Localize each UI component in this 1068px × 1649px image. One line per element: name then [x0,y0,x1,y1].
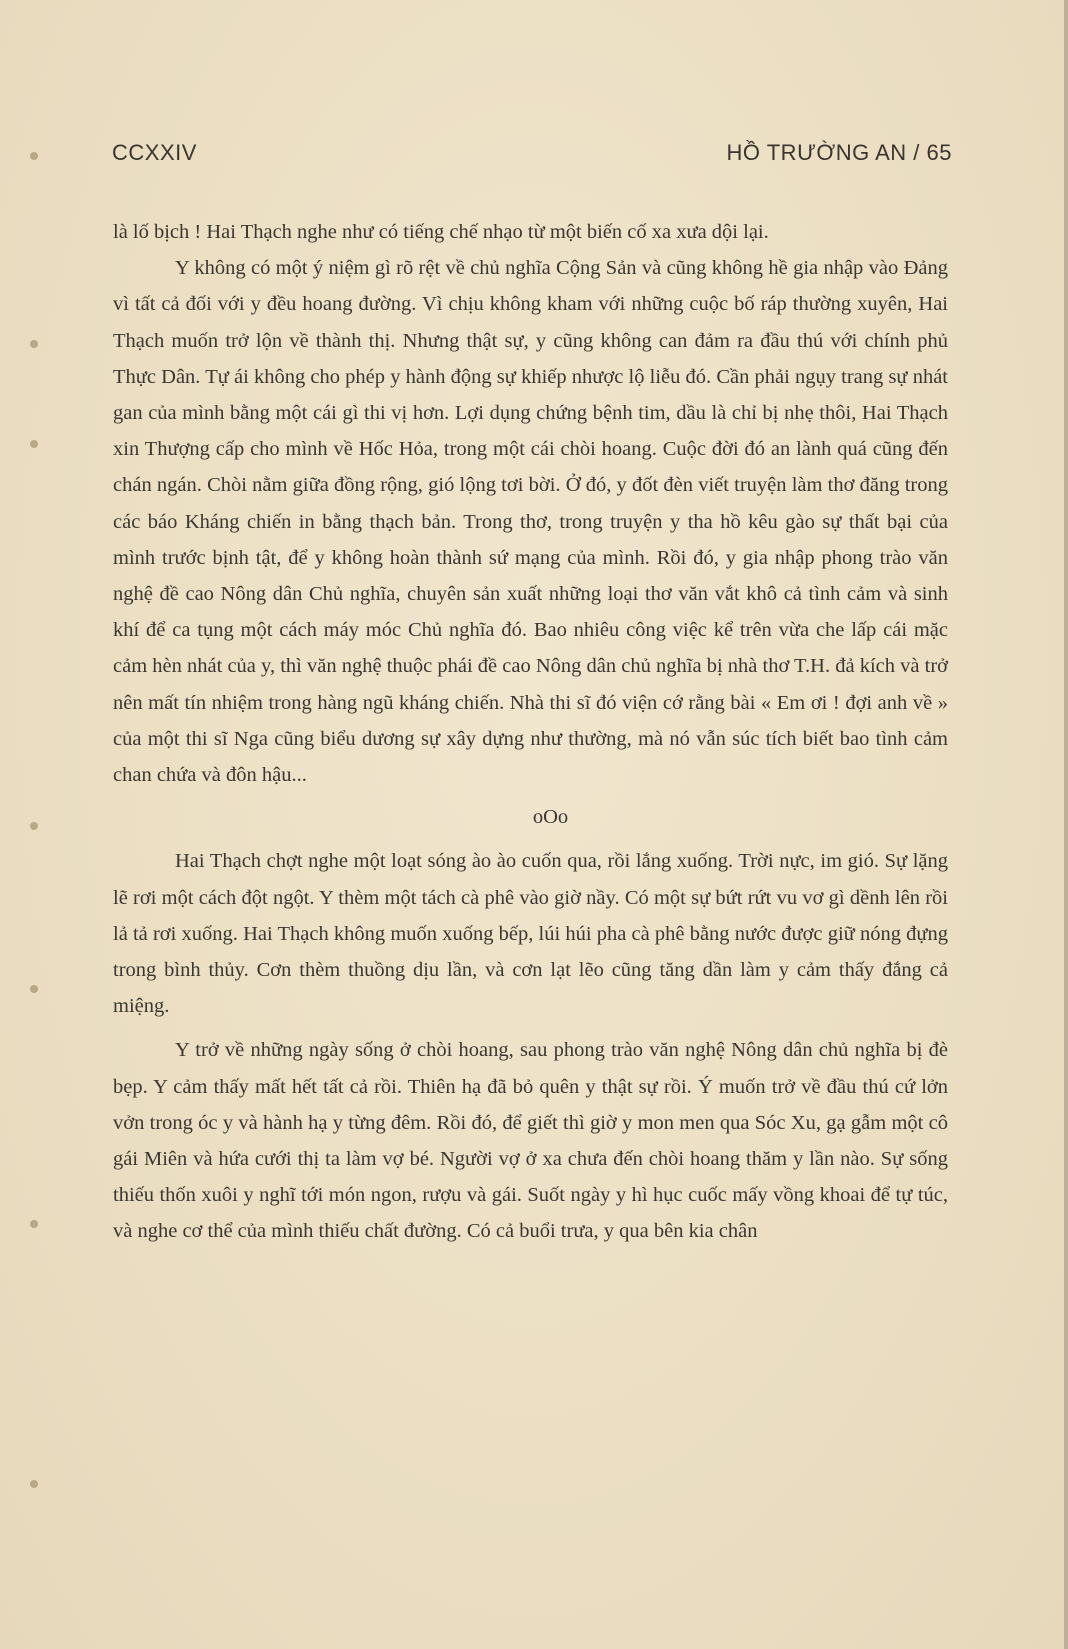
binding-hole [30,822,38,830]
paragraph: Y trở về những ngày sống ở chòi hoang, sau phong trào văn nghệ Nông dân chủ nghĩa bị đè bẹp. Y cảm thấy mất hết tất cả rồi. Thiên hạ đã bỏ quên y thật sự rồi. Ý muốn trở về đầu thú cứ lởn vởn trong óc y và hành hạ y từng đêm. Rồi đó, để giết thì giờ y mon men qua Sóc Xu, gạ gẫm một cô gái Miên và hứa cưới thị ta làm vợ bé. Người vợ ở xa chưa đến chòi hoang thăm y lần nào. Sự sống thiếu thốn xuôi y nghĩ tới món ngon, rượu và gái. Suốt ngày y hì hục cuốc mấy vồng khoai để tự túc, và nghe cơ thể của mình thiếu chất đường. Có cả buổi trưa, y qua bên kia chân [113,1039,948,1243]
section-divider: oOo [532,806,569,829]
paragraph-gap [113,1024,948,1032]
paragraph: là lố bịch ! Hai Thạch nghe như có tiếng chế nhạo từ một biến cố xa xưa dội lại. [113,221,769,243]
paragraph: Y không có một ý niệm gì rõ rệt về chủ nghĩa Cộng Sản và cũng không hề gia nhập vào Đảng vì tất cả đối với y đều hoang đường. Vì chịu không kham với những cuộc bố ráp thường xuyên, Hai Thạch muốn trở lộn về thành thị. Nhưng thật sự, y cũng không can đảm ra đầu thú với chính phủ Thực Dân. Tự ái không cho phép y hành động sự khiếp nhược lộ liễu đó. Cần phải ngụy trang sự nhát gan của mình bằng một cái gì thi vị hơn. Lợi dụng chứng bệnh tim, dầu là chỉ bị nhẹ thôi, Hai Thạch xin Thượng cấp cho mình về Hốc Hỏa, trong một cái chòi hoang. Cuộc đời đó an lành quá cũng đến chán ngán. Chòi nằm giữa đồng rộng, gió lộng tơi bời. Ở đó, y đốt đèn viết truyện làm thơ đăng trong các báo Kháng chiến in bằng thạch bản. Trong thơ, trong truyện y tha hồ kêu gào sự thất bại của mình trước bịnh tật, để y không hoàn thành sứ mạng của mình. Rồi đó, y gia nhập phong trào văn nghệ đề cao Nông dân Chủ nghĩa, chuyên sản xuất những loại thơ văn vắt khô cả tình cảm và sinh khí để ca tụng một cách máy móc Chủ nghĩa đó. Bao nhiêu công việc kể trên vừa che lấp cái mặc cảm hèn nhát của y, thì văn nghệ thuộc phái đề cao Nông dân chủ nghĩa bị nhà thơ T.H. đả kích và trở nên mất tín nhiệm trong hàng ngũ kháng chiến. Nhà thi sĩ đó viện cớ rằng bài « Em ơi ! đợi anh về » của một thi sĩ Nga cũng biểu dương sự xây dựng như thường, mà nó vẫn súc tích biết bao tình cảm chan chứa và đôn hậu... [113,257,948,787]
binding-hole [30,985,38,993]
binding-hole [30,440,38,448]
binding-holes [30,0,50,1649]
page-header [112,140,952,172]
folio-number: CCXXIV [112,140,197,165]
body-text [113,214,948,1250]
binding-hole [30,152,38,160]
binding-hole [30,340,38,348]
binding-hole [30,1480,38,1488]
binding-hole [30,1220,38,1228]
paragraph: Hai Thạch chợt nghe một loạt sóng ào ào cuốn qua, rồi lắng xuống. Trời nực, im gió. Sự lặng lẽ rơi một cách đột ngột. Y thèm một tách cà phê vào giờ nầy. Có một sự bứt rứt vu vơ gì dềnh lên rồi lả tả rơi xuống. Hai Thạch không muốn xuống bếp, lúi húi pha cà phê bằng nước được giữ nóng đựng trong bình thủy. Cơn thèm thuồng dịu lần, và cơn lạt lẽo cũng tăng dần làm y cảm thấy đắng cả miệng. [113,850,948,1018]
running-head: HỒ TRƯỜNG AN / 65 [726,140,952,165]
